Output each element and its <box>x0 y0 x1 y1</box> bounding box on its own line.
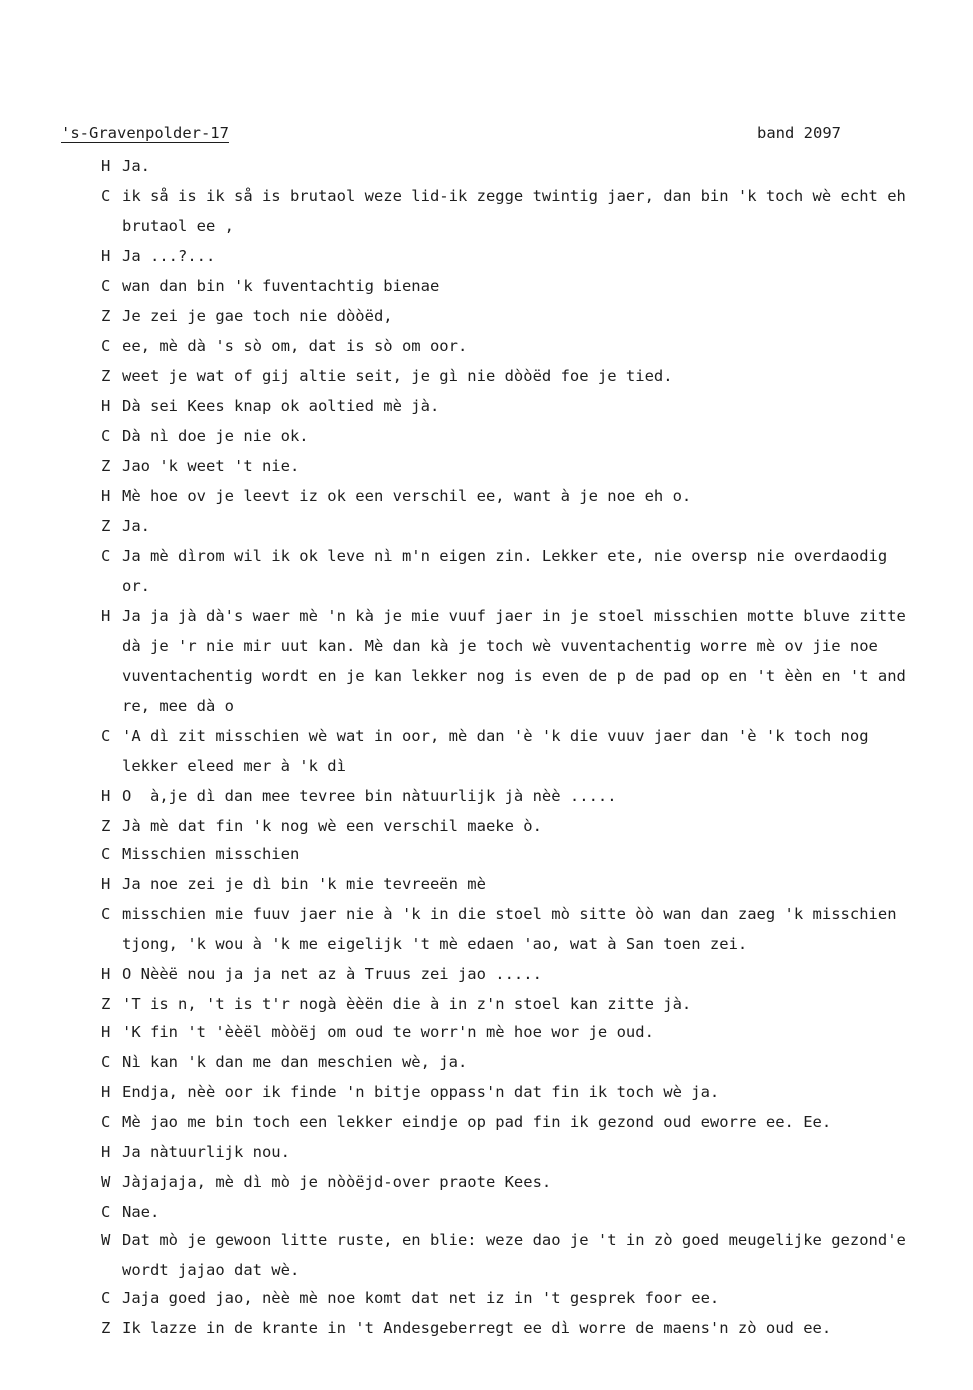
utterance-text: brutaol ee , <box>122 217 234 235</box>
speaker-label: H <box>101 397 111 415</box>
speaker-label: C <box>101 727 111 745</box>
speaker-label: C <box>101 337 111 355</box>
utterance-text: Ja nàtuurlijk nou. <box>122 1143 290 1161</box>
utterance-text: 'K fin 't 'èèël mòòëj om oud te worr'n mè hoe wor je oud. <box>122 1023 654 1041</box>
speaker-label: H <box>101 875 111 893</box>
utterance-text: O Nèèë nou ja ja net az à Truus zei jao ..... <box>122 965 542 983</box>
speaker-label: Z <box>101 457 111 475</box>
speaker-label: C <box>101 1289 111 1307</box>
utterance-text: ik så is ik så is brutaol weze lid-ik zegge twintig jaer, dan bin 'k toch wè echt eh <box>122 187 906 205</box>
utterance-text: Dat mò je gewoon litte ruste, en blie: weze dao je 't in zò goed meugelijke gezond'e <box>122 1231 906 1249</box>
utterance-text: Ja ...?... <box>122 247 216 265</box>
speaker-label: H <box>101 1083 111 1101</box>
speaker-label: Z <box>101 817 111 835</box>
utterance-text: 'T is n, 't is t'r nogà èèën die à in z'n stoel kan zitte jà. <box>122 995 692 1013</box>
utterance-text: Dà sei Kees knap ok aoltied mè jà. <box>122 397 440 415</box>
utterance-text: Ja noe zei je dì bin 'k mie tevreeën mè <box>122 875 486 893</box>
utterance-text: wordt jajao dat wè. <box>122 1261 300 1279</box>
document-location: 's-Gravenpolder-17 <box>61 124 229 142</box>
utterance-text: O à,je dì dan mee tevree bin nàtuurlijk jà nèè ..... <box>122 787 617 805</box>
speaker-label: C <box>101 1203 111 1221</box>
speaker-label: W <box>101 1173 111 1191</box>
tape-number: band 2097 <box>757 124 841 142</box>
speaker-label: C <box>101 277 111 295</box>
speaker-label: H <box>101 607 111 625</box>
speaker-label: H <box>101 787 111 805</box>
speaker-label: H <box>101 1023 111 1041</box>
speaker-label: H <box>101 1143 111 1161</box>
speaker-label: C <box>101 187 111 205</box>
utterance-text: Ja mè dìrom wil ik ok leve nì m'n eigen zin. Lekker ete, nie oversp nie overdaodig <box>122 547 888 565</box>
utterance-text: Dà nì doe je nie ok. <box>122 427 309 445</box>
utterance-text: Mè jao me bin toch een lekker eindje op pad fin ik gezond oud eworre ee. Ee. <box>122 1113 832 1131</box>
utterance-text: Ja. <box>122 517 150 535</box>
utterance-text: Misschien misschien <box>122 845 300 863</box>
utterance-text: Jao 'k weet 't nie. <box>122 457 300 475</box>
speaker-label: C <box>101 845 111 863</box>
utterance-text: Jàjajaja, mè dì mò je nòòëjd-over praote Kees. <box>122 1173 552 1191</box>
utterance-text: or. <box>122 577 150 595</box>
utterance-text: ee, mè dà 's sò om, dat is sò om oor. <box>122 337 468 355</box>
utterance-text: re, mee dà o <box>122 697 234 715</box>
speaker-label: Z <box>101 995 111 1013</box>
speaker-label: H <box>101 157 111 175</box>
utterance-text: Ja. <box>122 157 150 175</box>
speaker-label: H <box>101 247 111 265</box>
speaker-label: C <box>101 905 111 923</box>
speaker-label: Z <box>101 517 111 535</box>
utterance-text: lekker eleed mer à 'k dì <box>122 757 346 775</box>
utterance-text: Ik lazze in de krante in 't Andesgeberregt ee dì worre de maens'n zò oud ee. <box>122 1319 832 1337</box>
utterance-text: vuventachentig wordt en je kan lekker nog is even de p de pad op en 't èèn en 't and <box>122 667 906 685</box>
utterance-text: Nì kan 'k dan me dan meschien wè, ja. <box>122 1053 468 1071</box>
speaker-label: Z <box>101 307 111 325</box>
speaker-label: C <box>101 547 111 565</box>
utterance-text: Jaja goed jao, nèè mè noe komt dat net iz in 't gesprek foor ee. <box>122 1289 720 1307</box>
utterance-text: tjong, 'k wou à 'k me eigelijk 't mè edaen 'ao, wat à San toen zei. <box>122 935 748 953</box>
speaker-label: C <box>101 427 111 445</box>
utterance-text: wan dan bin 'k fuventachtig bienae <box>122 277 440 295</box>
utterance-text: Endja, nèè oor ik finde 'n bitje oppass'n dat fin ik toch wè ja. <box>122 1083 720 1101</box>
utterance-text: Nae. <box>122 1203 160 1221</box>
speaker-label: W <box>101 1231 111 1249</box>
utterance-text: Ja ja jà dà's waer mè 'n kà je mie vuuf jaer in je stoel misschien motte bluve zitte <box>122 607 906 625</box>
utterance-text: weet je wat of gij altie seit, je gì nie dòòëd foe je tied. <box>122 367 673 385</box>
speaker-label: Z <box>101 1319 111 1337</box>
speaker-label: Z <box>101 367 111 385</box>
utterance-text: Je zei je gae toch nie dòòëd, <box>122 307 393 325</box>
speaker-label: C <box>101 1113 111 1131</box>
utterance-text: Jà mè dat fin 'k nog wè een verschil maeke ò. <box>122 817 542 835</box>
speaker-label: C <box>101 1053 111 1071</box>
speaker-label: H <box>101 487 111 505</box>
utterance-text: 'A dì zit misschien wè wat in oor, mè dan 'è 'k die vuuv jaer dan 'è 'k toch nog <box>122 727 869 745</box>
speaker-label: H <box>101 965 111 983</box>
utterance-text: Mè hoe ov je leevt iz ok een verschil ee, want à je noe eh o. <box>122 487 692 505</box>
utterance-text: misschien mie fuuv jaer nie à 'k in die stoel mò sitte òò wan dan zaeg 'k misschien <box>122 905 897 923</box>
utterance-text: dà je 'r nie mir uut kan. Mè dan kà je toch wè vuventachentig worre mè ov jie noe <box>122 637 878 655</box>
